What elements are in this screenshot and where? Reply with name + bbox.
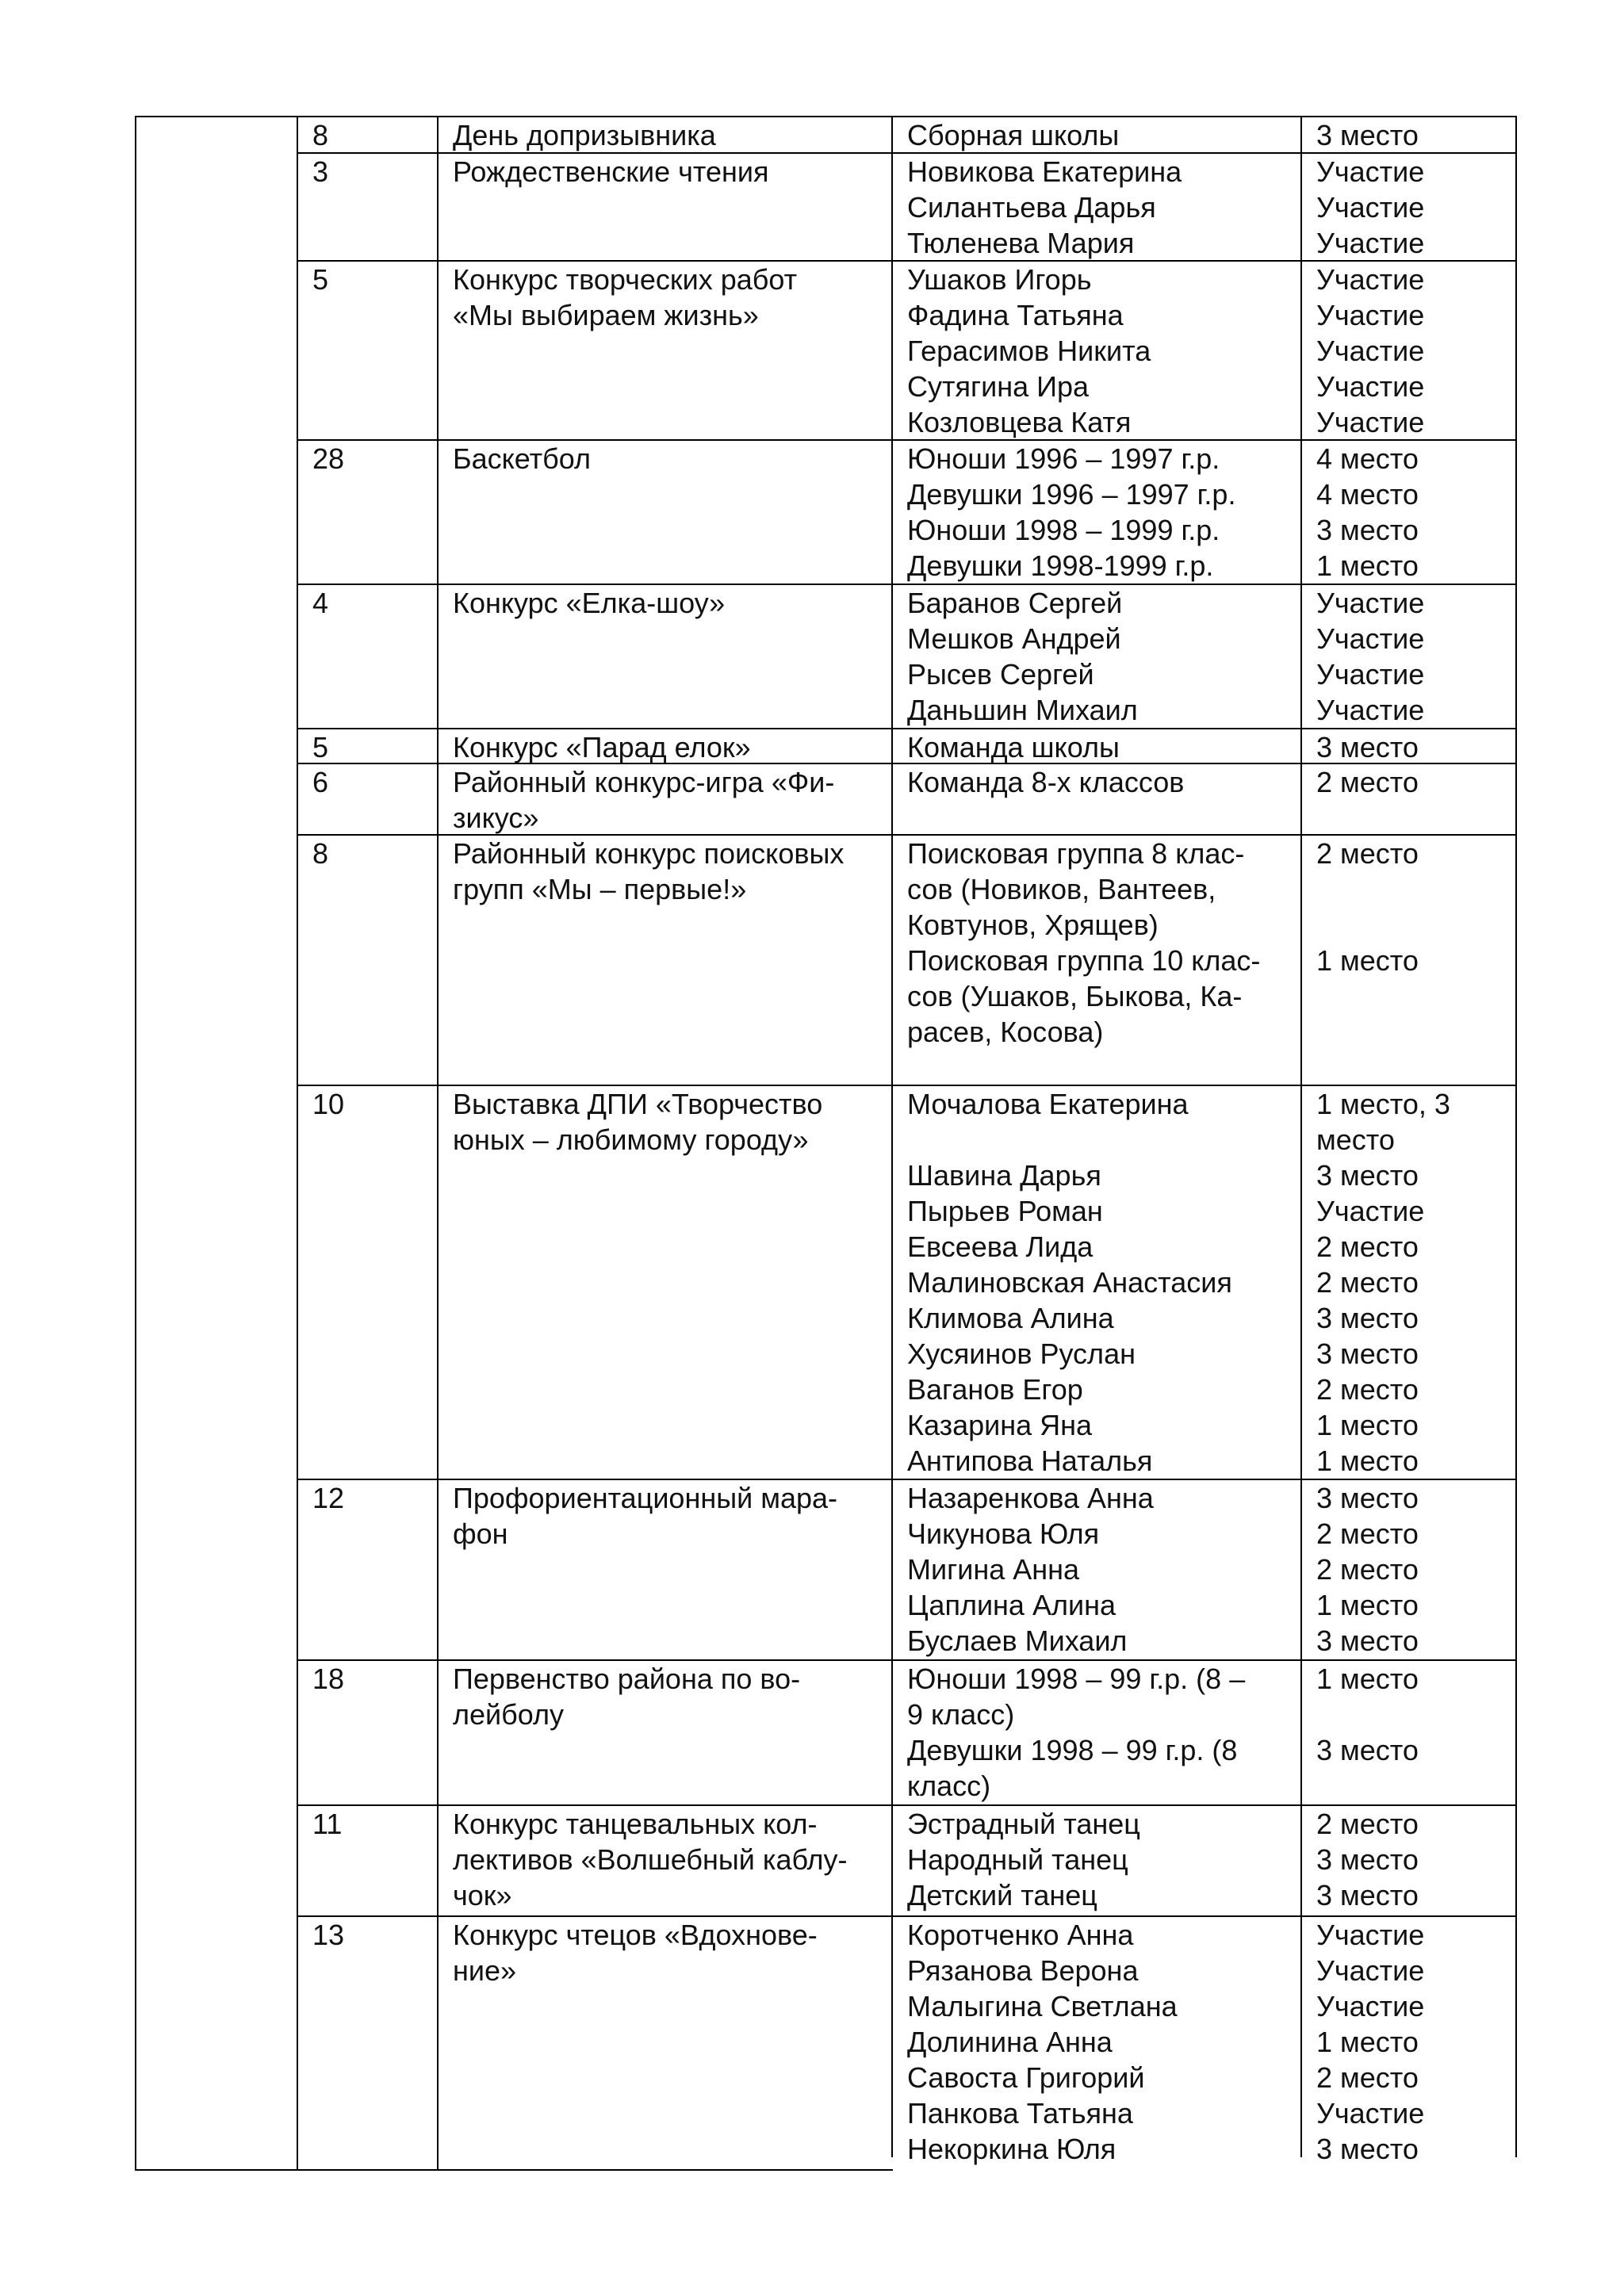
- result: 2 место: [1316, 1373, 1419, 1406]
- event-name: зикус»: [453, 802, 539, 834]
- row-number: 3: [312, 155, 329, 188]
- row-number: 8: [312, 837, 329, 870]
- result: Участие: [1316, 370, 1425, 403]
- participant: Малиновская Анастасия: [907, 1266, 1232, 1299]
- participant: Савоста Григорий: [907, 2061, 1145, 2094]
- result: 4 место: [1316, 478, 1419, 511]
- participant: сов (Ушаков, Быкова, Ка-: [907, 980, 1243, 1012]
- result: 1 место: [1316, 1663, 1419, 1695]
- participant: Сборная школы: [907, 119, 1120, 151]
- result: 1 место, 3: [1316, 1088, 1450, 1120]
- participant: Детский танец: [907, 1879, 1097, 1911]
- event-name: групп «Мы – первые!»: [453, 873, 747, 905]
- result: 1 место: [1316, 2026, 1419, 2058]
- row-number: 11: [312, 1808, 343, 1840]
- participant: Ваганов Егор: [907, 1373, 1083, 1406]
- participant: Команда 8-х классов: [907, 766, 1185, 798]
- table-border-top: [135, 116, 1517, 117]
- result: Участие: [1316, 1990, 1425, 2022]
- result: Участие: [1316, 227, 1425, 259]
- participant: Народный танец: [907, 1843, 1128, 1876]
- row-number: 12: [312, 1482, 345, 1514]
- participant: Девушки 1998 – 99 г.р. (8: [907, 1734, 1238, 1766]
- participant: Казарина Яна: [907, 1409, 1093, 1441]
- event-name: Конкурс танцевальных кол-: [453, 1808, 818, 1840]
- event-name: Конкурс «Парад елок»: [453, 731, 751, 763]
- result: 3 место: [1316, 514, 1419, 546]
- event-name: Конкурс творческих работ: [453, 263, 798, 296]
- participant: 9 класс): [907, 1698, 1015, 1731]
- event-name: Рождественские чтения: [453, 155, 769, 188]
- result: 2 место: [1316, 1230, 1419, 1263]
- row-number: 18: [312, 1663, 345, 1695]
- table-border-left: [135, 116, 136, 2171]
- event-name: фон: [453, 1517, 508, 1550]
- result: Участие: [1316, 1954, 1425, 1987]
- result: 3 место: [1316, 1734, 1419, 1766]
- participant: Тюленева Мария: [907, 227, 1135, 259]
- participant: Рысев Сергей: [907, 658, 1094, 691]
- participant: Мешков Андрей: [907, 622, 1121, 655]
- participant: расев, Косова): [907, 1016, 1104, 1048]
- result: Участие: [1316, 155, 1425, 188]
- participant: Девушки 1996 – 1997 г.р.: [907, 478, 1236, 511]
- participant: Климова Алина: [907, 1302, 1114, 1334]
- participant: Пырьев Роман: [907, 1195, 1103, 1227]
- event-name: Конкурс «Елка-шоу»: [453, 587, 726, 619]
- result: 3 место: [1316, 1337, 1419, 1370]
- result: 3 место: [1316, 119, 1419, 151]
- participant: Коротченко Анна: [907, 1919, 1134, 1951]
- event-name: Баскетбол: [453, 442, 591, 475]
- result: 3 место: [1316, 1159, 1419, 1192]
- participant: Фадина Татьяна: [907, 299, 1124, 331]
- participant: Баранов Сергей: [907, 587, 1123, 619]
- result: 3 место: [1316, 2133, 1419, 2165]
- result: Участие: [1316, 299, 1425, 331]
- result: 1 место: [1316, 944, 1419, 977]
- event-name: Районный конкурс-игра «Фи-: [453, 766, 835, 798]
- participant: Назаренкова Анна: [907, 1482, 1154, 1514]
- event-name: лективов «Волшебный каблу-: [453, 1843, 848, 1876]
- result: 2 место: [1316, 1517, 1419, 1550]
- result: Участие: [1316, 263, 1425, 296]
- participant: Мигина Анна: [907, 1553, 1080, 1586]
- row-number: 10: [312, 1088, 345, 1120]
- column-divider: [437, 116, 439, 2171]
- event-name: Конкурс чтецов «Вдохнове-: [453, 1919, 818, 1951]
- column-divider: [1300, 116, 1302, 2157]
- participant: Мочалова Екатерина: [907, 1088, 1189, 1120]
- event-name: Районный конкурс поисковых: [453, 837, 845, 870]
- result: 3 место: [1316, 1302, 1419, 1334]
- participant: Команда школы: [907, 731, 1120, 763]
- result: 3 место: [1316, 1624, 1419, 1657]
- result: 2 место: [1316, 1808, 1419, 1840]
- result: 3 место: [1316, 731, 1419, 763]
- event-name: чок»: [453, 1879, 512, 1911]
- participant: сов (Новиков, Вантеев,: [907, 873, 1216, 905]
- result: 1 место: [1316, 1409, 1419, 1441]
- result: 2 место: [1316, 1553, 1419, 1586]
- result: 2 место: [1316, 1266, 1419, 1299]
- participant: Юноши 1998 – 99 г.р. (8 –: [907, 1663, 1246, 1695]
- participant: Рязанова Верона: [907, 1954, 1139, 1987]
- participant: Некоркина Юля: [907, 2133, 1116, 2165]
- result: 1 место: [1316, 1589, 1419, 1621]
- result: Участие: [1316, 658, 1425, 691]
- participant: Даньшин Михаил: [907, 694, 1138, 726]
- event-name: Профориентационный мара-: [453, 1482, 837, 1514]
- participant: Силантьева Дарья: [907, 191, 1156, 224]
- result: 2 место: [1316, 766, 1419, 798]
- participant: Юноши 1998 – 1999 г.р.: [907, 514, 1220, 546]
- participant: класс): [907, 1770, 991, 1802]
- column-divider: [891, 116, 893, 2157]
- participant: Малыгина Светлана: [907, 1990, 1178, 2022]
- result: Участие: [1316, 1195, 1425, 1227]
- row-number: 13: [312, 1919, 345, 1951]
- result: Участие: [1316, 335, 1425, 367]
- column-divider: [297, 116, 298, 2171]
- result: Участие: [1316, 191, 1425, 224]
- participant: Поисковая группа 8 клас-: [907, 837, 1245, 870]
- participant: Долинина Анна: [907, 2026, 1113, 2058]
- result: 1 место: [1316, 549, 1419, 582]
- result: 2 место: [1316, 837, 1419, 870]
- participant: Девушки 1998-1999 г.р.: [907, 549, 1214, 582]
- result: Участие: [1316, 622, 1425, 655]
- row-number: 6: [312, 766, 329, 798]
- participant: Панкова Татьяна: [907, 2097, 1133, 2130]
- table-border-bottom: [135, 2169, 893, 2171]
- participant: Сутягина Ира: [907, 370, 1090, 403]
- event-name: лейболу: [453, 1698, 564, 1731]
- event-name: ние»: [453, 1954, 517, 1987]
- participant: Цаплина Алина: [907, 1589, 1116, 1621]
- row-number: 5: [312, 731, 329, 763]
- result: Участие: [1316, 1919, 1425, 1951]
- participant: Шавина Дарья: [907, 1159, 1101, 1192]
- participant: Козловцева Катя: [907, 406, 1132, 438]
- result: 2 место: [1316, 2061, 1419, 2094]
- participant: Буслаев Михаил: [907, 1624, 1128, 1657]
- participant: Юноши 1996 – 1997 г.р.: [907, 442, 1220, 475]
- event-name: юных – любимому городу»: [453, 1123, 809, 1156]
- event-name: День допризывника: [453, 119, 716, 151]
- event-name: Выставка ДПИ «Творчество: [453, 1088, 823, 1120]
- table-border-right: [1515, 116, 1517, 2157]
- event-name: «Мы выбираем жизнь»: [453, 299, 759, 331]
- participant: Новикова Екатерина: [907, 155, 1182, 188]
- event-name: Первенство района по во-: [453, 1663, 801, 1695]
- participant: Ушаков Игорь: [907, 263, 1092, 296]
- participant: Поисковая группа 10 клас-: [907, 944, 1261, 977]
- participant: Ковтунов, Хрящев): [907, 909, 1159, 941]
- result: 3 место: [1316, 1482, 1419, 1514]
- row-number: 4: [312, 587, 329, 619]
- participant: Эстрадный танец: [907, 1808, 1140, 1840]
- result: 4 место: [1316, 442, 1419, 475]
- row-number: 5: [312, 263, 329, 296]
- participant: Хусяинов Руслан: [907, 1337, 1136, 1370]
- result: 3 место: [1316, 1843, 1419, 1876]
- result: Участие: [1316, 406, 1425, 438]
- row-number: 28: [312, 442, 345, 475]
- row-number: 8: [312, 119, 329, 151]
- result: 3 место: [1316, 1879, 1419, 1911]
- result: место: [1316, 1123, 1395, 1156]
- participant: Герасимов Никита: [907, 335, 1151, 367]
- participant: Евсеева Лида: [907, 1230, 1094, 1263]
- participant: Антипова Наталья: [907, 1445, 1153, 1477]
- result: Участие: [1316, 587, 1425, 619]
- result: 1 место: [1316, 1445, 1419, 1477]
- result: Участие: [1316, 2097, 1425, 2130]
- result: Участие: [1316, 694, 1425, 726]
- participant: Чикунова Юля: [907, 1517, 1100, 1550]
